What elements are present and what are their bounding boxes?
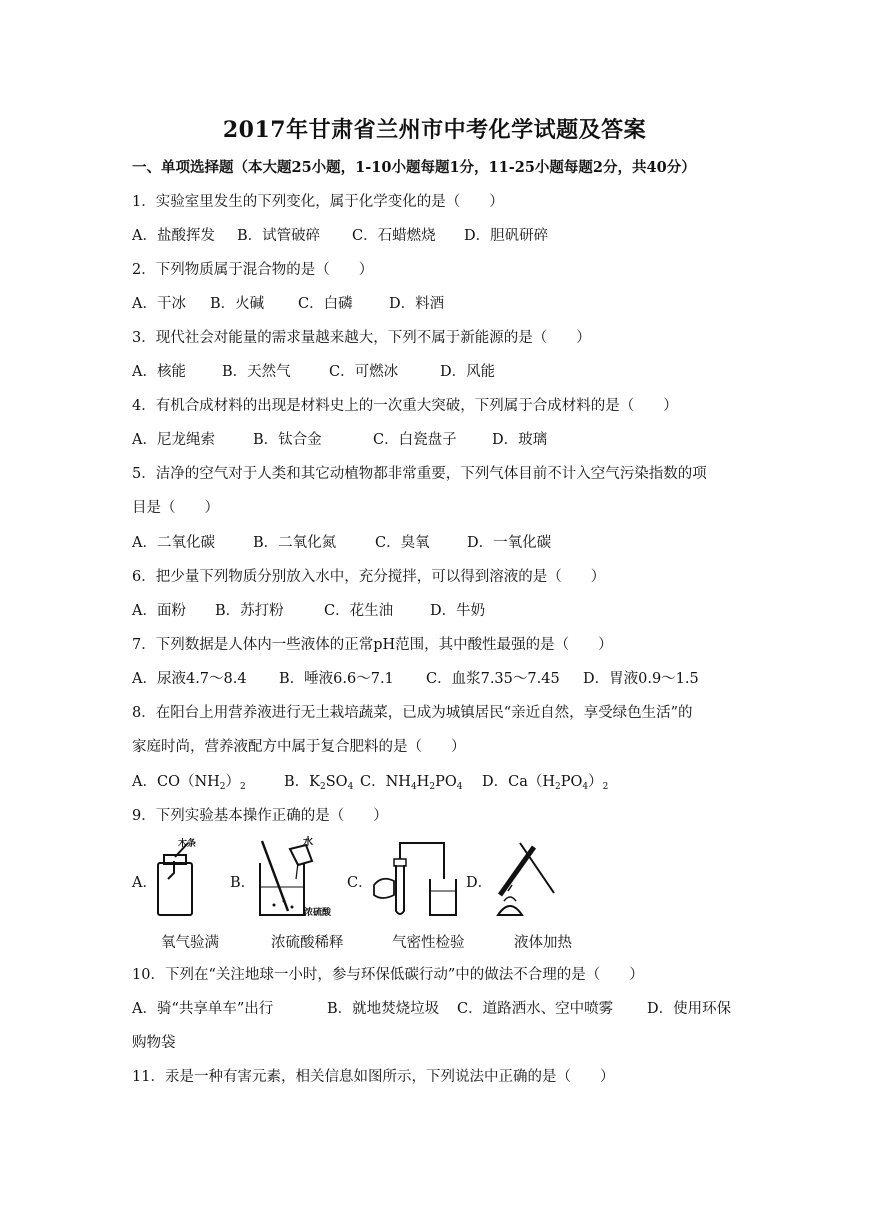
option-c: C．臭氧 — [375, 535, 430, 551]
question-5-options — [132, 533, 551, 553]
option-b: B．就地焚烧垃圾 — [327, 1001, 440, 1017]
option-c: C．血浆7.35～7.45 — [426, 671, 560, 687]
option-b: B．试管破碎 — [237, 228, 321, 244]
option-a: A．盐酸挥发 — [132, 228, 215, 244]
tag-water: 水 — [303, 837, 313, 848]
question-10-stem: 10．下列在“关注地球一小时，参与环保低碳行动”中的做法不合理的是（ ） — [132, 967, 644, 983]
question-7-options — [132, 669, 699, 689]
question-6-stem: 6．把少量下列物质分别放入水中，充分搅拌，可以得到溶液的是（ ） — [132, 569, 606, 585]
option-a: A．二氧化碳 — [132, 535, 215, 551]
question-2-stem: 2．下列物质属于混合物的是（ ） — [132, 262, 374, 278]
option-c: C．$NH_4H_2PO_4$ — [360, 774, 463, 792]
question-7-stem: 7．下列数据是人体内一些液体的正常pH范围，其中酸性最强的是（ ） — [132, 637, 613, 653]
option-d: D．一氧化碳 — [467, 535, 552, 551]
caption-b: 浓硫酸稀释 — [271, 935, 344, 951]
question-11-stem: 11．汞是一种有害元素，相关信息如图所示，下列说法中正确的是（ ） — [132, 1069, 615, 1085]
question-8-options — [132, 772, 608, 797]
option-d: D．料酒 — [389, 296, 445, 312]
question-8-stem-line2: 家庭时尚，营养液配方中属于复合肥料的是（ ） — [132, 739, 466, 755]
option-a: A．尼龙绳索 — [132, 432, 215, 448]
option-d: D．风能 — [440, 364, 496, 380]
option-d: D．胃液0.9～1.5 — [583, 671, 699, 687]
question-3-options — [132, 362, 495, 382]
question-1-options — [132, 226, 548, 246]
caption-d: 液体加热 — [514, 935, 572, 951]
option-a: A．干冰 — [132, 296, 186, 312]
question-5-stem-line1: 5．洁净的空气对于人类和其它动植物都非常重要，下列气体目前不计入空气污染指数的项 — [132, 466, 707, 482]
question-1-stem: 1．实验室里发生的下列变化，属于化学变化的是（ ） — [132, 194, 504, 210]
option-d: D．胆矾研碎 — [464, 228, 549, 244]
question-4-options — [132, 430, 547, 450]
option-a: A．尿液4.7～8.4 — [132, 671, 247, 687]
option-c: C．花生油 — [324, 603, 394, 619]
page-title: 2017年甘肃省兰州市中考化学试题及答案 — [222, 117, 647, 143]
option-b: B．钛合金 — [253, 432, 322, 448]
caption-c: 气密性检验 — [392, 935, 465, 951]
option-a: A．面粉 — [132, 603, 186, 619]
tag-conc-sulfuric-acid: 浓硫酸 — [304, 908, 332, 918]
section-heading: 一、单项选择题（本大题25小题，1-10小题每题1分，11-25小题每题2分，共40分） — [132, 159, 696, 176]
option-c: C．白磷 — [298, 296, 353, 312]
option-d: D．玻璃 — [492, 432, 548, 448]
question-2-options — [132, 294, 444, 314]
option-d: D．使用环保 — [647, 1001, 732, 1017]
question-10-options — [132, 999, 731, 1019]
option-c: C．石蜡燃烧 — [352, 228, 436, 244]
tag-wood-stick: 木条 — [178, 839, 197, 849]
figure-a-label: A． — [132, 875, 157, 891]
question-3-stem: 3．现代社会对能量的需求量越来越大，下列不属于新能源的是（ ） — [132, 330, 591, 346]
option-c: C．道路洒水、空中喷雾 — [457, 1001, 614, 1017]
figure-d-label: D． — [466, 875, 493, 891]
option-a: A．核能 — [132, 364, 186, 380]
option-b: B．$K_2SO_4$ — [284, 774, 354, 792]
question-10-option-d-cont: 购物袋 — [132, 1035, 176, 1051]
option-d: D．牛奶 — [430, 603, 486, 619]
question-5-stem-line2: 目是（ ） — [132, 500, 219, 516]
option-c: C．白瓷盘子 — [373, 432, 457, 448]
figure-liquid-heating — [490, 835, 562, 920]
figure-b-label: B． — [230, 875, 256, 891]
option-a: A．$CO(NH_2)_2$ — [132, 774, 246, 792]
option-d: D．$Ca(H_2PO_4)_2$ — [482, 774, 609, 792]
option-b: B．天然气 — [222, 364, 291, 380]
option-b: B．唾液6.6～7.1 — [279, 671, 394, 687]
figure-airtightness-check — [368, 835, 458, 920]
option-b: B．苏打粉 — [215, 603, 284, 619]
question-9-stem: 9．下列实验基本操作正确的是（ ） — [132, 808, 388, 824]
figure-c-label: C． — [347, 875, 373, 891]
option-c: C．可燃冰 — [329, 364, 399, 380]
caption-a: 氧气验满 — [161, 935, 219, 951]
option-a: A．骑“共享单车”出行 — [132, 1001, 274, 1017]
question-8-stem-line1: 8．在阳台上用营养液进行无土栽培蔬菜，已成为城镇居民“亲近自然，享受绿色生活”的 — [132, 705, 693, 721]
option-b: B．二氧化氮 — [253, 535, 337, 551]
option-b: B．火碱 — [210, 296, 265, 312]
question-6-options — [132, 601, 485, 621]
question-4-stem: 4．有机合成材料的出现是材料史上的一次重大突破，下列属于合成材料的是（ ） — [132, 398, 678, 414]
